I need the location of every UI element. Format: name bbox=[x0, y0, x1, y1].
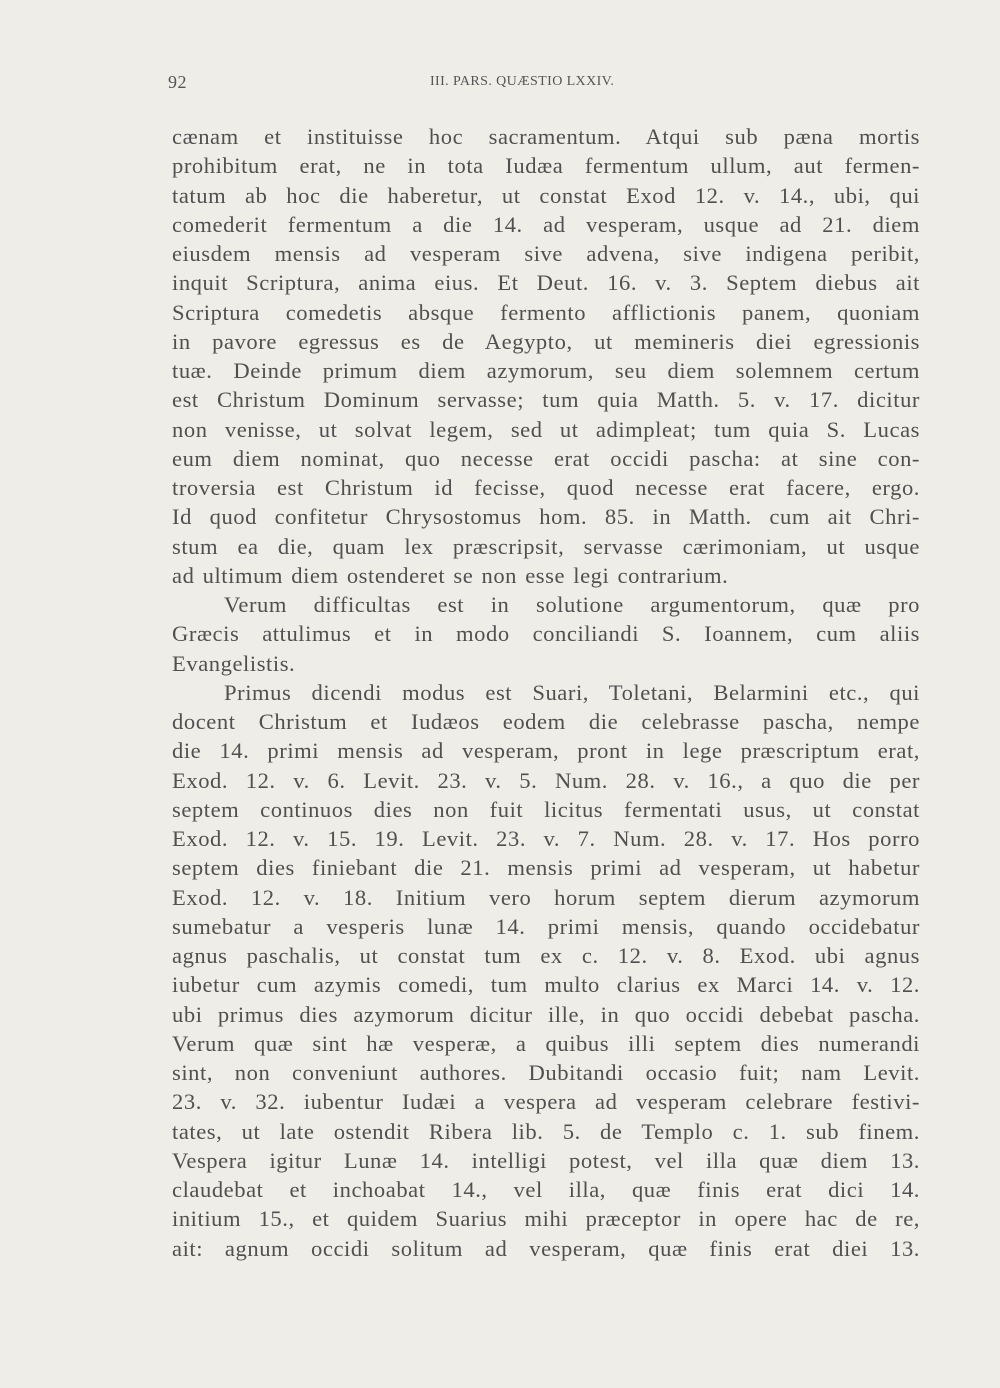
text-line: non venisse, ut solvat legem, sed ut adimpleat; tum quia S. Lucas bbox=[172, 416, 920, 442]
text-line: septem continuos dies non fuit licitus fermentati usus, ut constat bbox=[172, 796, 920, 822]
text-line: agnus paschalis, ut constat tum ex c. 12. v. 8. Exod. ubi agnus bbox=[172, 943, 920, 968]
text-line: stum ea die, quam lex præscripsit, servasse cærimoniam, ut usque bbox=[172, 533, 920, 559]
body-text bbox=[172, 122, 920, 1263]
text-line: docent Christum et Iudæos eodem die celebrasse pascha, nempe bbox=[172, 709, 920, 734]
text-line: Vespera igitur Lunæ 14. intelligi potest, vel illa quæ diem 13. bbox=[172, 1147, 920, 1173]
text-line: 23. v. 32. iubentur Iudæi a vespera ad vesperam celebrare festivi- bbox=[172, 1089, 920, 1115]
text-line: iubetur cum azymis comedi, tum multo clarius ex Marci 14. v. 12. bbox=[172, 972, 920, 998]
text-line: eum diem nominat, quo necesse erat occidi pascha: at sine con- bbox=[172, 445, 920, 471]
text-line: initium 15., et quidem Suarius mihi præceptor in opere hac de re, bbox=[172, 1206, 920, 1232]
text-line: Scriptura comedetis absque fermento afflictionis panem, quoniam bbox=[172, 299, 920, 325]
text-line: prohibitum erat, ne in tota Iudæa fermentum ullum, aut fermen- bbox=[172, 153, 920, 179]
text-line: sint, non conveniunt authores. Dubitandi occasio fuit; nam Levit. bbox=[172, 1060, 920, 1085]
text-line: sumebatur a vesperis lunæ 14. primi mensis, quando occidebatur bbox=[172, 913, 920, 939]
page-number: 92 bbox=[168, 72, 187, 92]
text-line: in pavore egressus es de Aegypto, ut memineris diei egressionis bbox=[172, 328, 920, 354]
text-line: tates, ut late ostendit Ribera lib. 5. de Templo c. 1. sub finem. bbox=[172, 1118, 920, 1144]
text-line: inquit Scriptura, anima eius. Et Deut. 16. v. 3. Septem diebus ait bbox=[172, 270, 920, 296]
text-line: tuæ. Deinde primum diem azymorum, seu diem solemnem certum bbox=[172, 358, 920, 383]
text-line: ait: agnum occidi solitum ad vesperam, quæ finis erat diei 13. bbox=[172, 1235, 920, 1261]
text-line: ubi primus dies azymorum dicitur ille, in quo occidi debebat pascha. bbox=[172, 1001, 920, 1027]
text-line: est Christum Dominum servasse; tum quia Matth. 5. v. 17. dicitur bbox=[172, 387, 920, 413]
text-line: septem dies finiebant die 21. mensis primi ad vesperam, ut habetur bbox=[172, 855, 920, 881]
text-line: troversia est Christum id fecisse, quod necesse erat facere, ergo. bbox=[172, 475, 920, 500]
text-line: Exod. 12. v. 15. 19. Levit. 23. v. 7. Num. 28. v. 17. Hos porro bbox=[172, 826, 920, 851]
text-line: Evangelistis. bbox=[172, 650, 296, 676]
text-line: ad ultimum diem ostenderet se non esse legi contrarium. bbox=[172, 562, 729, 588]
text-line: Verum difficultas est in solutione argumentorum, quæ pro bbox=[224, 592, 920, 617]
text-line: Verum quæ sint hæ vesperæ, a quibus illi septem dies numerandi bbox=[172, 1030, 920, 1056]
text-line: Id quod confitetur Chrysostomus hom. 85. in Matth. cum ait Chri- bbox=[172, 504, 920, 530]
text-line: Exod. 12. v. 6. Levit. 23. v. 5. Num. 28. v. 16., a quo die per bbox=[172, 767, 920, 793]
text-line: claudebat et inchoabat 14., vel illa, quæ finis erat dici 14. bbox=[172, 1177, 920, 1202]
text-line: cænam et instituisse hoc sacramentum. Atqui sub pæna mortis bbox=[172, 124, 920, 149]
running-head bbox=[168, 72, 828, 96]
text-line: eiusdem mensis ad vesperam sive advena, sive indigena peribit, bbox=[172, 241, 920, 266]
text-line: comederit fermentum a die 14. ad vesperam, usque ad 21. diem bbox=[172, 211, 920, 237]
running-title: III. PARS. QUÆSTIO LXXIV. bbox=[430, 74, 615, 89]
text-line: Primus dicendi modus est Suari, Toletani, Belarmini etc., qui bbox=[224, 679, 920, 705]
text-line: die 14. primi mensis ad vesperam, pront in lege præscriptum erat, bbox=[172, 738, 920, 764]
text-line: Græcis attulimus et in modo conciliandi S. Ioannem, cum aliis bbox=[172, 621, 920, 647]
text-line: Exod. 12. v. 18. Initium vero horum septem dierum azymorum bbox=[172, 884, 920, 910]
text-line: tatum ab hoc die haberetur, ut constat Exod 12. v. 14., ubi, qui bbox=[172, 182, 920, 208]
